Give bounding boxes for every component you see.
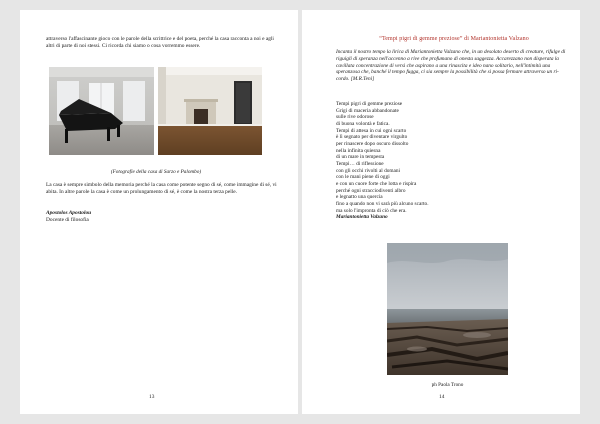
poem-line: con le mani piene di oggi xyxy=(336,174,390,181)
poem-author: Mariantonietta Valzano xyxy=(336,214,388,221)
poem-line: e legnatto una quercia xyxy=(336,194,383,201)
beach-photo xyxy=(387,243,508,375)
paragraph-bottom: La casa è sempre simbolo della memoria perché la casa come potente segno di sé, come immagine di sé, vi abita. In altre parole la casa è come un prolungamento di sé, è come la nostra terza pelle. xyxy=(46,182,277,195)
page-number-right: 14 xyxy=(439,394,445,400)
author-name: Apostolos Apostolou xyxy=(46,210,92,216)
poem-line: nella infinita quiesna xyxy=(336,147,381,154)
photo-caption: (Fotografie della casa di Sarzo e Palombo) xyxy=(110,169,202,175)
piano-room-photo xyxy=(49,67,154,155)
poem-line: Tempi di attesa in cui ogni scarto xyxy=(336,127,407,134)
poem-line: e con un cuore forte che lotta e rispira xyxy=(336,180,417,187)
poem-line: di buona volontà e fatica. xyxy=(336,120,390,127)
fireplace-room-photo xyxy=(158,67,262,155)
poem-line: per rinascere dopo oscuro dissolto xyxy=(336,140,409,147)
paragraph-top: attraverso l'affascinante gioco con le parole della scrittrice e del poeta, perché la casa racconta a noi e agli altri di parte di noi stessi. Ci ricorda chi siamo o cosa vorremmo essere. xyxy=(46,36,274,49)
poem-line: Grigi di maceria abbandonate xyxy=(336,107,399,114)
poem-line: perché ogni stracciodiventi albro xyxy=(336,187,406,194)
right-page xyxy=(302,10,580,414)
photo-credit: ph Paola Trono xyxy=(431,382,464,388)
poem-line: è lì segnato per diventare virgulto xyxy=(336,134,408,141)
poem-line: sulle rive odorose xyxy=(336,114,374,121)
poem-title: “Tempi pigri di gemme preziose” di Mariantonietta Valzano xyxy=(379,36,529,42)
author-role: Docente di filosofia xyxy=(46,217,89,223)
poem-line: Tempi pigri di gemme preziose xyxy=(336,101,403,107)
poem-line: di un mare in tempesta xyxy=(336,154,385,161)
poem-line: ma solo l'impronta di ciò che era. xyxy=(336,207,407,214)
intro-paragraph: Incanta il nostro tempo la lirica di Mariantonietta Valzano che, in un desolato deserto di creature, rifulge di riguigli di speranza nell'accenno a rive che profumano di onesta saggezza. Accarezzano non disperata la cavillata concentrazione di versi che aspirano a una rinascita e ideo nano solitario, nell'intimità una speranzosa che, banché il tempo fugga, ci sia sempre la possibilità che si possa fermare attraverso un ri-cordo. [M.R.Teni] xyxy=(336,49,566,83)
poem-line: con gli occhi rivolti al domani xyxy=(336,167,400,174)
poem-line: Tempi… di riflessione xyxy=(336,160,384,167)
page-number-left: 13 xyxy=(149,394,155,400)
poem-line: fino a quando non vi sarà più alcuno scarto. xyxy=(336,200,429,207)
poem xyxy=(336,101,536,221)
left-page xyxy=(20,10,298,414)
